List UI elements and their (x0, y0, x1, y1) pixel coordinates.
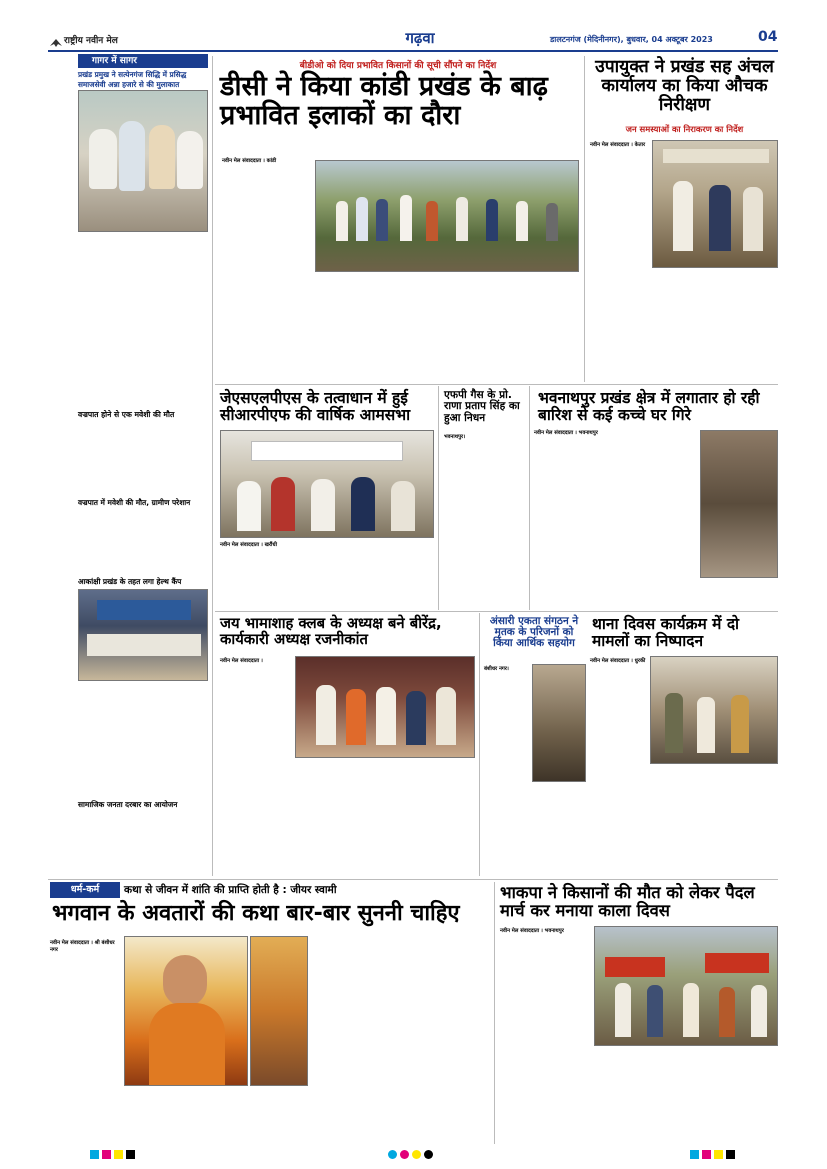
right-top-text-1 (590, 160, 646, 268)
lead-text-col4 (403, 276, 487, 380)
right-top-text-2 (590, 272, 682, 382)
ansari-text-2 (484, 786, 586, 876)
death-divider (529, 386, 530, 610)
sidebar-section-title: गागर में सागर (78, 54, 208, 68)
thana-headline: थाना दिवस कार्यक्रम में दो मामलों का निष्पादन (592, 615, 740, 650)
right-top-headline: उपायुक्त ने प्रखंड सह अंचल कार्यालय का किया औचक निरीक्षण (595, 57, 774, 115)
crpf-text-2 (292, 540, 360, 608)
registration-marks-center (388, 1150, 448, 1160)
paper-logo-icon (50, 33, 62, 43)
lead-text-col2 (222, 280, 312, 380)
death-byline: भवनाथपुर। (444, 434, 466, 440)
lead-byline: नवीन मेल संवाददाता । कांडी (222, 158, 277, 164)
sidebar-head-4: सामाजिक जनता दरबार का आयोजन (78, 800, 178, 809)
dharm-text-2 (124, 1090, 248, 1142)
club-byline: नवीन मेल संवाददाता । (220, 658, 263, 664)
dharm-text-1 (50, 956, 120, 1142)
sidebar-text-3 (78, 510, 208, 574)
row1-divider (215, 384, 778, 385)
thana-text-3 (686, 768, 778, 876)
death-headline: एफपी गैस के प्रो. राणा प्रताप सिंह का हुआ निधन (444, 389, 520, 424)
rain-photo-collapsed-house (700, 430, 778, 578)
dharm-photo-audience (250, 936, 308, 1086)
sidebar-text-4 (78, 684, 208, 796)
thana-byline: नवीन मेल संवाददाता । धुरकी (590, 658, 646, 664)
row2-divider (215, 611, 778, 612)
crpf-byline: नवीन मेल संवाददाता । खरौंधी (220, 542, 277, 548)
masthead-rule (48, 50, 778, 52)
lead-kicker: बीडीओ को दिया प्रभावित किसानों की सूची सौंपने का निर्देश (299, 61, 497, 71)
bhakpa-text-2 (594, 1050, 684, 1142)
paper-name: राष्ट्रीय नवीन मेल (64, 36, 118, 46)
sidebar-head-1: वज्रपात होने से एक मवेशी की मौत (78, 410, 175, 419)
dharm-byline: नवीन मेल संवाददाता । श्री बंशीधर नगर (50, 940, 115, 953)
sidebar-head-3: आकांक्षी प्रखंड के तहत लगा हेल्थ कैंप (78, 577, 182, 586)
registration-marks-left (90, 1150, 150, 1160)
dharm-kicker: कथा से जीवन में शांति की प्राप्ति होती है : जीयर स्वामी (124, 884, 337, 896)
dharm-divider (494, 882, 495, 1144)
sidebar-text-2 (78, 422, 208, 494)
rain-byline: नवीन मेल संवाददाता । भवनाथपुर (534, 430, 598, 436)
bhakpa-byline: नवीन मेल संवाददाता । भवनाथपुर (500, 928, 564, 934)
sidebar-photo-meeting (78, 90, 208, 232)
dateline: डालटनगंज (मेदिनीनगर), बुधवार, 04 अक्टूबर 2023 (550, 35, 713, 44)
right-top-byline: नवीन मेल संवाददाता । केतार (590, 142, 646, 148)
right-top-sub: जन समस्याओं का निराकरण का निर्देश (625, 124, 744, 134)
club-headline: जय भामाशाह क्लब के अध्यक्ष बने बीरेंद्र, कार्यकारी अध्यक्ष रजनीकांत (220, 615, 442, 648)
rain-text-2 (618, 430, 698, 588)
lead-text-col5 (491, 276, 579, 380)
club-text-2 (295, 762, 351, 876)
dharm-text-5 (400, 940, 490, 1142)
crpf-divider (438, 386, 439, 610)
club-text-3 (355, 762, 411, 876)
dharm-headline: भगवान के अवतारों की कथा बार-बार सुननी चाहिए (52, 901, 460, 926)
row3-divider (48, 879, 778, 880)
dharm-tag: धर्म-कर्म (50, 882, 120, 898)
club-text-1 (220, 668, 290, 876)
dharm-text-4 (312, 940, 396, 1142)
sidebar-photo-healthcamp (78, 589, 208, 681)
lead-photo-flood-visit (315, 160, 579, 272)
page-city: गढ़वा (405, 29, 435, 47)
masthead (0, 0, 827, 56)
ansari-headline: अंसारी एकता संगठन ने मृतक के परिजनों को किया आर्थिक सहयोग (489, 615, 579, 650)
club-photo-members (295, 656, 475, 758)
thana-photo-police (650, 656, 778, 764)
lead-headline: डीसी ने किया कांडी प्रखंड के बाढ़ प्रभावित इलाकों का दौरा (220, 71, 548, 132)
registration-marks-right (690, 1150, 750, 1160)
bhakpa-text-3 (688, 1050, 778, 1142)
crpf-text-3 (364, 540, 434, 608)
rain-headline: भवनाथपुर प्रखंड क्षेत्र में लगातार हो रही बारिश से कई कच्चे घर गिरे (538, 389, 760, 424)
club-divider (479, 613, 480, 876)
sidebar-divider (212, 56, 213, 876)
crpf-photo-meeting (220, 430, 434, 538)
crpf-text-1 (220, 552, 288, 608)
death-text (444, 442, 526, 608)
lead-text-col1 (222, 168, 312, 276)
right-top-photo-office (652, 140, 778, 268)
club-text-4 (415, 762, 475, 876)
ansari-byline: बंशीधर नगर। (484, 666, 509, 672)
rain-text-1 (534, 438, 614, 588)
sidebar (78, 54, 208, 876)
bhakpa-headline: भाकपा ने किसानों की मौत को लेकर पैदल मार्च कर मनाया काला दिवस (500, 883, 755, 920)
ansari-text-1 (484, 676, 530, 784)
thana-text-2 (590, 768, 682, 876)
dharm-photo-swami (124, 936, 248, 1086)
dharm-text-3 (250, 1090, 308, 1142)
sidebar-head-2: वज्रपात में मवेशी की मौत, ग्रामीण परेशान (78, 498, 191, 507)
sidebar-text-1 (78, 236, 208, 406)
crpf-headline: जेएसएलपीएस के तत्वाधान में हुई सीआरपीएफ की वार्षिक आमसभा (220, 389, 411, 424)
thana-text-1 (590, 668, 646, 764)
page-number: 04 (758, 29, 778, 45)
ansari-photo-help (532, 664, 586, 782)
bhakpa-photo-march (594, 926, 778, 1046)
bhakpa-text-1 (500, 938, 590, 1142)
lead-divider (584, 56, 585, 382)
lead-text-col3 (315, 276, 399, 380)
sidebar-kicker: प्रखंड प्रमुख ने सत्येनगंज सिद्धि में प्रसिद्ध समाजसेवी अन्ना हजारे से की मुलाकात (78, 70, 187, 89)
right-top-text-3 (686, 272, 778, 382)
